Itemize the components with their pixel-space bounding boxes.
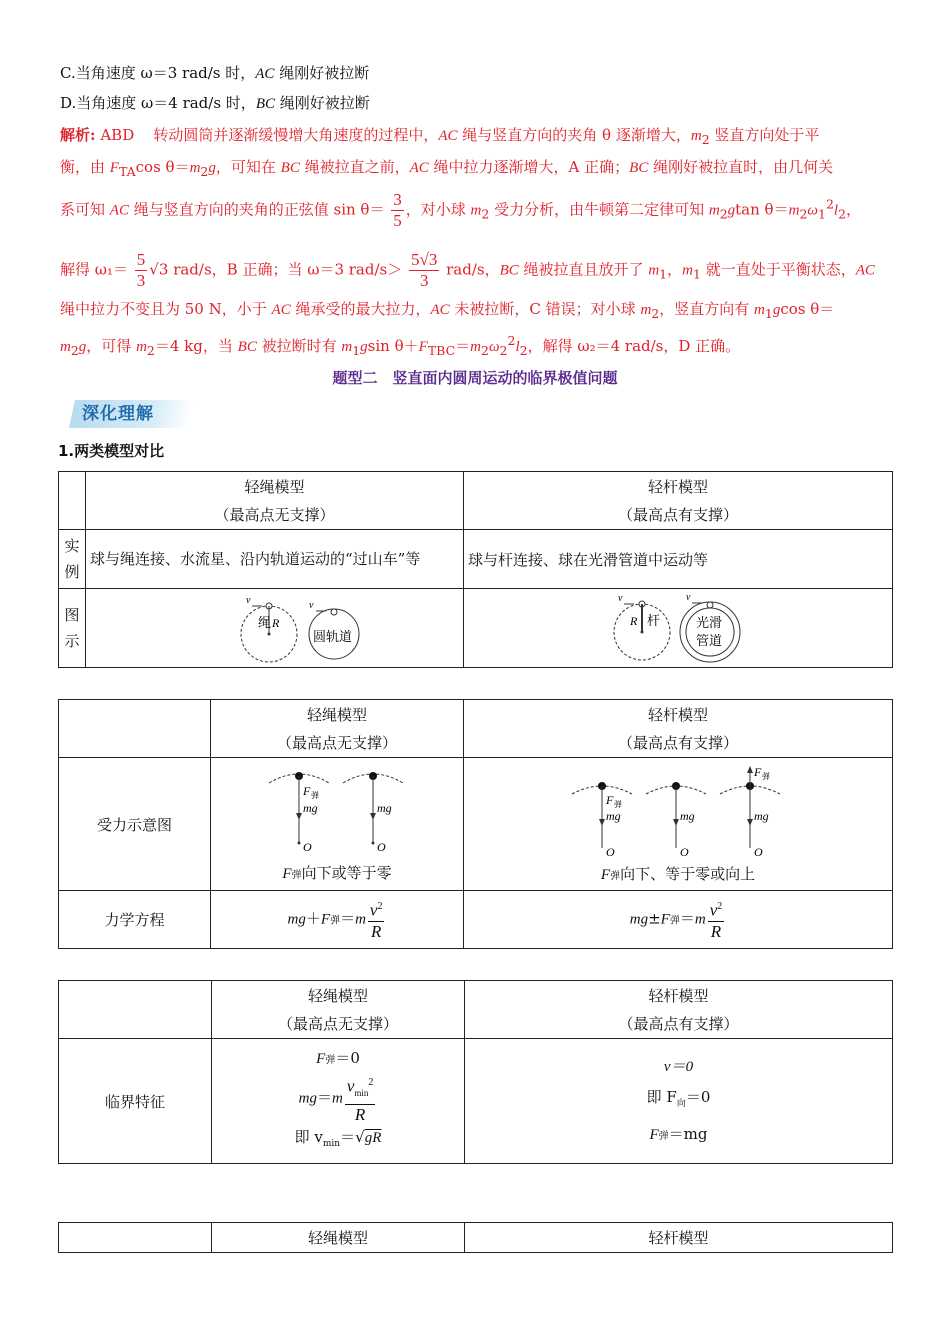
svg-text:v: v — [618, 593, 623, 604]
svg-text:R: R — [272, 616, 280, 630]
svg-text:mg: mg — [680, 809, 695, 823]
svg-text:mg: mg — [377, 801, 392, 815]
force-diagram-rope: F 弹 mg O mg O F弹向下或等于零 — [211, 758, 464, 891]
svg-text:O: O — [303, 840, 312, 854]
banner-deepen: 深化理解 — [69, 400, 195, 428]
svg-text:绳: 绳 — [258, 616, 272, 631]
analysis-line-1: 解析: ABD 转动圆筒并逐渐缓慢增大角速度的过程中，AC 绳与竖直方向的夹角 θ 逐渐增大，$m_2$ 竖直方向处于平 — [60, 126, 820, 147]
svg-text:弹: 弹 — [762, 772, 770, 781]
svg-text:弹: 弹 — [311, 791, 319, 800]
section-title: 题型二 竖直面内圆周运动的临界极值问题 — [332, 369, 618, 387]
svg-text:F: F — [303, 784, 311, 798]
fraction-5-3: $\frac{5}{3}$ — [136, 250, 146, 290]
table-partial: 轻绳模型 轻杆模型 — [58, 1222, 893, 1253]
svg-text:杆: 杆 — [647, 614, 661, 629]
critical-rod: v＝0 即 $F_向=0$ F弹＝mg — [465, 1039, 893, 1164]
option-c: C.当角速度 ω＝3 rad/s 时，AC 绳刚好被拉断 — [60, 64, 370, 82]
figure-rope — [86, 589, 464, 668]
figure-rod — [464, 589, 893, 668]
analysis-line-2: 衡，由 $F_{TA}\cos$ $\theta=m_2g$，可知在 BC 绳被拉直之前，AC 绳中拉力逐渐增大，A 正确；BC 绳刚好被拉直时，由几何关 — [60, 158, 834, 179]
svg-text:弹: 弹 — [614, 800, 622, 809]
header-rod: 轻杆模型 （最高点有支撑） — [464, 472, 893, 530]
svg-text:mg: mg — [606, 809, 621, 823]
svg-text:v: v — [309, 600, 314, 611]
analysis-answer: ABD — [100, 126, 135, 144]
force-diagram-rod: F 弹 mg O mg O F 弹 mg O F弹向下、等于零或向上 — [464, 758, 893, 891]
fraction-5sqrt3-3: $\frac{5√3}{3}$ — [411, 250, 438, 290]
analysis-line-3: 系可知 AC 绳与竖直方向的夹角的正弦值 sin θ＝ $\frac{3}{5}$ ，对小球 $m_2$ 受力分析，由牛顿第二定律可知 $m_2gtan$ $\theta=m_2\omega_1^2l_2$， — [60, 190, 862, 230]
svg-text:F: F — [606, 793, 614, 807]
analysis-line-6: $m_2g$，可得 $m_2=4$ kg，当 BC 被拉断时有 $m_1gsin$ $\theta+F_{TBC}=m_2\omega_2^2l_2$，解得 ω₂＝4 rad/s，D 正确。 — [60, 333, 741, 358]
equation-rod: mg±F弹＝m $\frac{v^2}{R}$ — [464, 891, 893, 949]
svg-text:圆轨道: 圆轨道 — [313, 630, 353, 645]
row-label-force-diagram: 受力示意图 — [59, 758, 211, 891]
table-forces: 轻绳模型 （最高点无支撑） 轻杆模型 （最高点有支撑） 受力示意图 F 弹 mg O mg O F弹向下或等于零 F 弹 mg O mg O F 弹 mg O F弹向下、等于零或向上 力学方程 mg＋F弹＝m $\frac{v^2}{R}$ mg±F弹＝m $\frac{v^2}{R}$ — [58, 699, 893, 949]
svg-text:O: O — [680, 845, 689, 859]
svg-text:F: F — [754, 765, 762, 779]
critical-rope: F弹＝0 mg＝m $\frac{v_{min}^2}{R}$ 即 $v_{min}=√gR$ — [212, 1039, 465, 1164]
fraction-3-5: $\frac{3}{5}$ — [393, 190, 402, 230]
analysis-line-4: 解得 ω₁＝ $\frac{5}{3}$ √3 rad/s，B 正确；当 ω＝3 rad/s＞ $\frac{5√3}{3}$ rad/s，BC 绳被拉直且放开了 $m_1$，$m_1$ 就一直处于平衡状态，AC — [60, 250, 875, 290]
svg-text:v: v — [246, 595, 251, 606]
equation-rope: mg＋F弹＝m $\frac{v^2}{R}$ — [211, 891, 464, 949]
examples-rod: 球与杆连接、球在光滑管道中运动等 — [464, 530, 893, 589]
row-label-figure: 图示 — [59, 589, 86, 668]
svg-text:光滑: 光滑 — [696, 616, 723, 631]
analysis-line-5: 绳中拉力不变且为 50 N，小于 AC 绳承受的最大拉力，AC 未被拉断，C 错误；对小球 $m_2$，竖直方向有 $m_1gcos$ θ＝ — [60, 300, 835, 321]
svg-text:v: v — [686, 592, 691, 603]
table-examples — [58, 471, 893, 668]
svg-text:mg: mg — [754, 809, 769, 823]
svg-text:管道: 管道 — [696, 634, 723, 649]
row-label-critical: 临界特征 — [59, 1039, 212, 1164]
subheading: 1.两类模型对比 — [58, 442, 165, 460]
svg-text:R: R — [630, 614, 638, 628]
svg-text:O: O — [606, 845, 615, 859]
row-label-examples: 实例 — [59, 530, 86, 589]
svg-text:O: O — [754, 845, 763, 859]
row-label-equation: 力学方程 — [59, 891, 211, 949]
examples-rope: 球与绳连接、水流星、沿内轨道运动的“过山车”等 — [86, 530, 464, 589]
svg-text:mg: mg — [303, 801, 318, 815]
svg-text:O: O — [377, 840, 386, 854]
table-critical: 轻绳模型 （最高点无支撑） 轻杆模型 （最高点有支撑） 临界特征 F弹＝0 mg＝m $\frac{v_{min}^2}{R}$ 即 $v_{min}=√gR$ v＝0 即 $F_向=0$ F弹＝mg — [58, 980, 893, 1164]
analysis-label: 解析 — [60, 126, 91, 144]
option-d: D.当角速度 ω＝4 rad/s 时，BC 绳刚好被拉断 — [60, 94, 370, 112]
header-rope: 轻绳模型 （最高点无支撑） — [86, 472, 464, 530]
